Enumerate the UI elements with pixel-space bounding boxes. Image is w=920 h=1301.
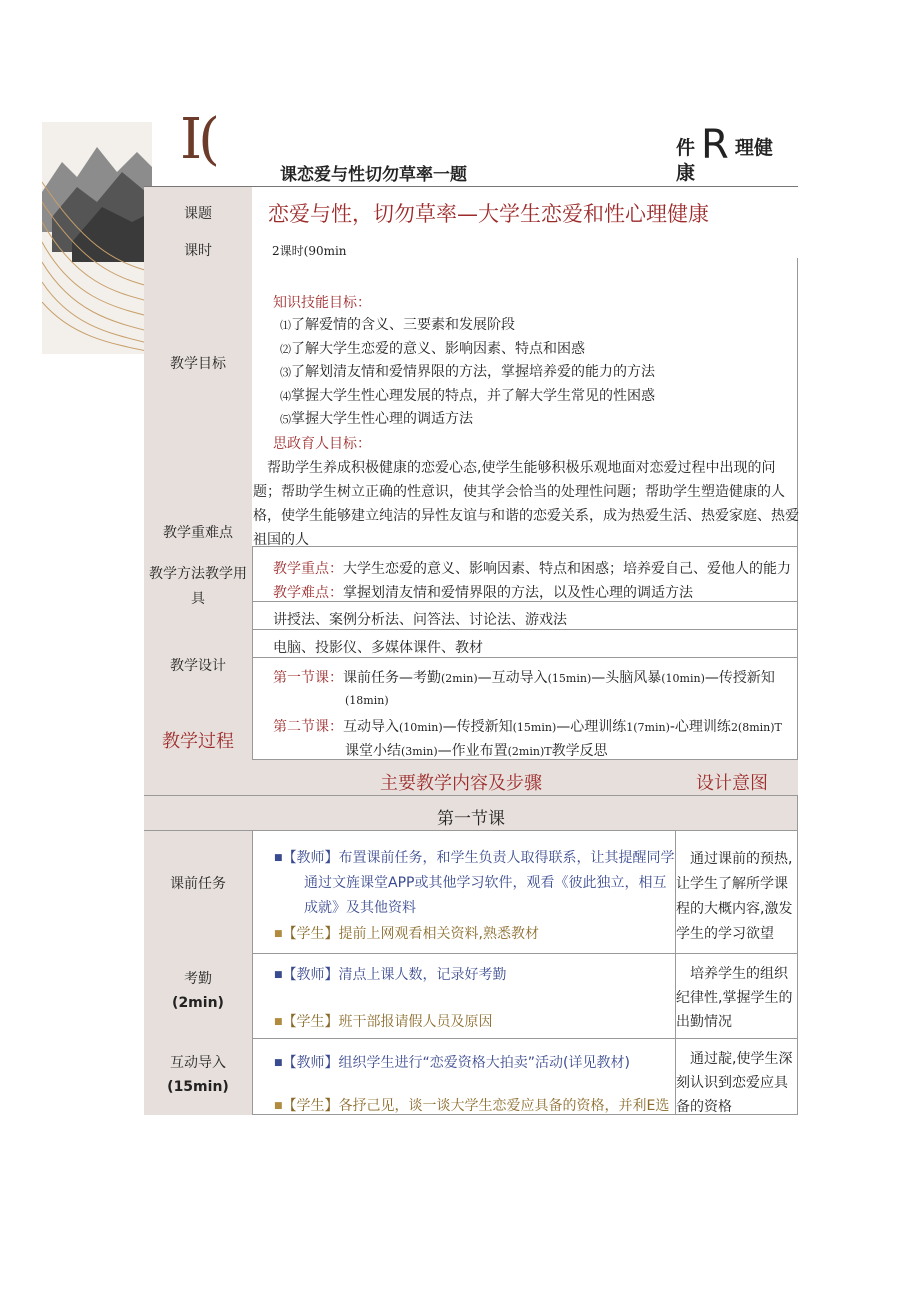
design-session-2: 第二节课：互动导入(10min)—传授新知(15min)—心理训练1(7min)-心理训练2(8min)T <box>273 719 782 735</box>
topic-label: 课题 <box>184 206 212 222</box>
knowledge-item: ⑸掌握大学生性心理的调适方法 <box>280 411 473 427</box>
methods-label: 教学方法教学用 具 <box>149 566 247 607</box>
divider <box>144 830 798 831</box>
row-intent: 通过靛,使学生深 刻认识到恋爱应具 备的资格 <box>676 1051 793 1115</box>
knowledge-item: ⑴了解爱情的含义、三要素和发展阶段 <box>280 317 515 333</box>
knowledge-heading: 知识技能目标： <box>273 295 371 311</box>
row-label: 互动导入 (15min) <box>167 1055 229 1095</box>
design-session-2-cont: 课堂小结(3min)—作业布置(2min)T教学反思 <box>345 743 608 759</box>
keypoints-label: 教学重难点 <box>163 525 233 541</box>
hours-value: 2课时(90min <box>272 244 347 258</box>
divider <box>252 546 253 760</box>
design-label: 教学设计 <box>170 658 226 674</box>
header-right-line2: 康 <box>676 162 696 184</box>
knowledge-list <box>280 314 655 432</box>
row-student: ■【学生】各抒己见，谈一谈大学生恋爱应具备的资格，并利E选 <box>274 1098 670 1114</box>
row-intent: 培养学生的组织 纪律性,掌握学生的 出勤情况 <box>676 966 793 1030</box>
row-content: ■【教师】布置课前任务，和学生负责人取得联系，让其提醒同学 通过文旌课堂APP或其他学习软件，观看《彼此独立，相互 成就》及其他资料 ■【学生】提前上网观看相关资料,熟悉教材 <box>274 850 675 942</box>
divider <box>252 1038 798 1039</box>
divider <box>252 953 798 954</box>
goals-label: 教学目标 <box>170 356 226 372</box>
divider <box>252 830 253 1115</box>
knowledge-item: ⑵了解大学生恋爱的意义、影响因素、特点和困惑 <box>280 340 585 357</box>
row-teacher: ■【教师】组织学生进行“恋爱资格大拍卖”活动(详见教材) <box>274 1055 630 1071</box>
difficult-point: 教学难点：掌握划清友情和爱情界限的方法，以及性心理的调适方法 <box>273 585 693 601</box>
content-header: 主要教学内容及步骤 <box>380 773 542 794</box>
landscape-artwork <box>42 122 152 354</box>
divider <box>144 795 798 796</box>
logo-mark: I( <box>180 107 216 172</box>
row-label: 考勤 (2min) <box>172 971 224 1011</box>
knowledge-item: ⑷掌握大学生性心理发展的特点，并了解大学生常见的性困惑 <box>280 387 655 404</box>
tools-text: 电脑、投影仪、多媒体课件、教材 <box>273 640 483 656</box>
divider <box>144 186 798 187</box>
methods-text: 讲授法、案例分析法、问答法、讨论法、游戏法 <box>273 612 567 628</box>
header-right-line1: 件 R 理健 <box>676 122 773 168</box>
hours-label: 课时 <box>184 243 212 259</box>
divider <box>252 629 798 630</box>
design-session-1: 第一节课：课前任务—考勤(2min)—互动导入(15min)—头脑风暴(10min)—传授新知 <box>273 670 775 686</box>
ideology-heading: 思政育人目标： <box>273 436 371 452</box>
ideology-paragraph: 帮助学生养成积极健康的恋爱心态,使学生能够积极乐观地面对恋爱过程中出现的问 题；帮助学生树立正确的性意识，使其学会恰当的处理性问题；帮助学生塑造健康的人 格，使学生能够建立纯洁的异性友谊与和谐的恋爱关系，成为热爱生活、热爱家庭、热爱 祖国的人 <box>253 460 799 548</box>
row-teacher: ■【教师】清点上课人数，记录好考勤 <box>274 967 507 983</box>
knowledge-item: ⑶了解划清友情和爱情界限的方法，掌握培养爱的能力的方法 <box>280 364 655 380</box>
row-intent: 通过课前的预热, 让学生了解所学课 程的大概内容,激发 学生的学习欲望 <box>676 851 793 942</box>
divider <box>797 795 798 1115</box>
divider <box>252 657 798 658</box>
topic-value: 恋爱与性，切勿草率—大学生恋爱和性心理健康 <box>268 202 709 226</box>
intent-header: 设计意图 <box>696 773 768 794</box>
key-point: 教学重点：大学生恋爱的意义、影响因素、特点和困惑；培养爱自己、爱他人的能力 <box>273 561 791 577</box>
row-label: 课前任务 <box>170 876 226 892</box>
document-title: 课恋爱与性切勿草率一题 <box>280 165 467 185</box>
row-student: ■【学生】班干部报请假人员及原因 <box>274 1014 493 1030</box>
process-label: 教学过程 <box>162 731 234 752</box>
design-session-1-cont: (18min) <box>345 694 389 707</box>
section-title: 第一节课 <box>437 809 505 829</box>
